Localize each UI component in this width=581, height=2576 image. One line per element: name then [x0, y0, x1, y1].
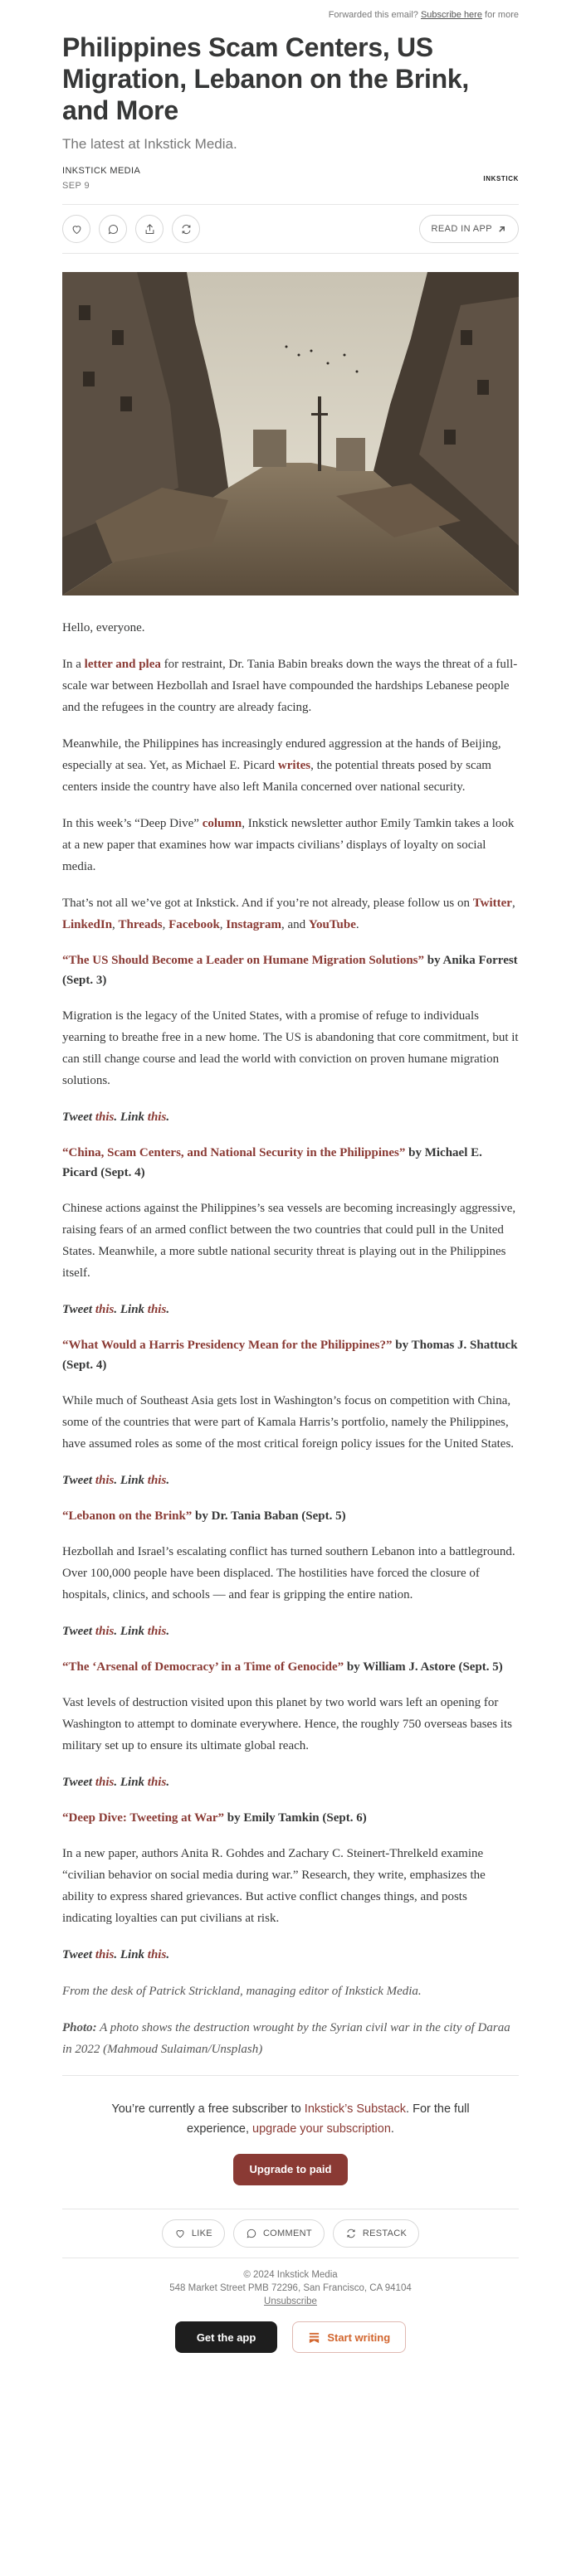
tweet-link-line: Tweet this. Link this. — [62, 1625, 170, 1638]
like-pill-button[interactable] — [162, 2219, 225, 2248]
link-this-link[interactable]: this — [147, 1111, 167, 1124]
paragraph-social: That’s not all we’ve got at Inkstick. And if you’re not already, please follow us on Twitter, LinkedIn, Threads, Facebook, Instagram, and YouTube. — [62, 897, 515, 931]
unsubscribe-link[interactable]: Unsubscribe — [264, 2297, 317, 2306]
bottom-actions-bar — [62, 2209, 519, 2258]
comment-button[interactable] — [99, 215, 127, 243]
read-in-app-label: READ IN APP — [431, 224, 492, 234]
tweet-this-link[interactable]: this — [95, 1111, 115, 1124]
letter-and-plea-link[interactable]: letter and plea — [84, 658, 161, 671]
article-heading: “The US Should Become a Leader on Humane Migration Solutions” by Anika Forrest (Sept. 3) — [62, 954, 518, 987]
article-summary: While much of Southeast Asia gets lost in Washington’s focus on competition with China, some of the countries that were part of Kamala Harris’s portfolio, namely the Philippines, have assumed roles as some of the most critical foreign policy issues for the United States. — [62, 1394, 515, 1451]
tweet-this-link[interactable]: this — [95, 1948, 115, 1961]
tweet-link-line: Tweet this. Link this. — [62, 1111, 170, 1124]
article-heading: “The ‘Arsenal of Democracy’ in a Time of Genocide” by William J. Astore (Sept. 5) — [62, 1660, 503, 1674]
article-heading: “China, Scam Centers, and National Security in the Philippines” by Michael E. Picard (Sept. 4) — [62, 1146, 482, 1179]
substack-logo-icon — [308, 2331, 320, 2344]
article-summary: Chinese actions against the Philippines’s sea vessels are becoming increasingly aggressive, raising fears of an armed conflict between the two countries that could pull in the United States. Meanwhile, a more subtle national security threat is playing out in the Philippines itself. — [62, 1202, 516, 1280]
article-summary: Vast levels of destruction visited upon this planet by two world wars left an opening for Washington to attempt to dominate everywhere. Hence, the roughly 750 overseas bases its military set up to ensure its ultimate global reach. — [62, 1696, 512, 1752]
hero-image[interactable] — [62, 272, 519, 595]
restack-icon — [180, 223, 193, 236]
link-this-link[interactable]: this — [147, 1303, 167, 1316]
post-body — [62, 617, 519, 2060]
footer — [62, 2268, 519, 2308]
photo-credit — [62, 2017, 519, 2060]
tweet-this-link[interactable]: this — [95, 1474, 115, 1487]
destroyed-street-photo — [62, 272, 519, 595]
article-summary: Hezbollah and Israel’s escalating conflict has turned southern Lebanon into a battleground. Over 100,000 people have been displaced. The hostilities have forced the closure of hospitals, clinics, and schools — and fear is gripping the entire nation. — [62, 1545, 515, 1601]
preheader — [62, 0, 519, 23]
link-this-link[interactable]: this — [147, 1474, 167, 1487]
start-writing-button[interactable] — [292, 2321, 406, 2353]
greeting: Hello, everyone. — [62, 621, 145, 634]
article-title-link[interactable]: “The ‘Arsenal of Democracy’ in a Time of Genocide” — [62, 1660, 344, 1674]
youtube-link[interactable]: YouTube — [308, 918, 356, 931]
heart-icon — [71, 223, 83, 236]
article-title-link[interactable]: “The US Should Become a Leader on Humane Migration Solutions” — [62, 954, 425, 967]
article-heading: “Deep Dive: Tweeting at War” by Emily Tamkin (Sept. 6) — [62, 1811, 367, 1825]
tweet-link-line: Tweet this. Link this. — [62, 1303, 170, 1316]
photo-label: Photo: — [62, 2021, 97, 2034]
linkedin-link[interactable]: LinkedIn — [62, 918, 113, 931]
copyright: © 2024 Inkstick Media — [243, 2270, 338, 2280]
writes-link[interactable]: writes — [277, 759, 311, 772]
heart-icon — [174, 2228, 186, 2239]
article-title-link[interactable]: “Lebanon on the Brink” — [62, 1509, 193, 1523]
preheader-text: Forwarded this email? — [328, 10, 418, 20]
restack-label: RESTACK — [362, 2228, 408, 2238]
tweet-link-line: Tweet this. Link this. — [62, 1474, 170, 1487]
footer-cta-row — [62, 2321, 519, 2353]
restack-icon — [345, 2228, 357, 2239]
post-actions-bar — [62, 204, 519, 254]
article-title-link[interactable]: “Deep Dive: Tweeting at War” — [62, 1811, 224, 1825]
subscribe-link[interactable]: Subscribe here — [420, 10, 482, 20]
tweet-this-link[interactable]: this — [95, 1303, 115, 1316]
photo-caption: A photo shows the destruction wrought by the Syrian civil war in the city of Daraa in 2022 (Mahmoud Sulaiman/Unsplash) — [62, 2021, 510, 2056]
like-button[interactable] — [62, 215, 90, 243]
restack-pill-button[interactable] — [333, 2219, 419, 2248]
start-writing-label: Start writing — [327, 2331, 391, 2344]
article-summary: Migration is the legacy of the United States, with a promise of refuge to individuals yearning to breathe free in a new home. The US is abandoning that core commitment, but it can still change course and lead the world with conviction on proven humane migration solutions. — [62, 1009, 519, 1087]
comment-pill-button[interactable] — [233, 2219, 325, 2248]
link-this-link[interactable]: this — [147, 1776, 167, 1789]
facebook-link[interactable]: Facebook — [168, 918, 220, 931]
post-subtitle: The latest at Inkstick Media. — [62, 136, 237, 152]
like-label: LIKE — [191, 2228, 212, 2238]
post-title[interactable]: Philippines Scam Centers, US Migration, Lebanon on the Brink, and More — [62, 32, 469, 125]
tweet-this-link[interactable]: this — [95, 1776, 115, 1789]
publication-name[interactable]: INKSTICK MEDIA — [62, 166, 141, 176]
article-summary: In a new paper, authors Anita R. Gohdes and Zachary C. Steinert-Threlkeld examine “civilian behavior on social media during war.” Research, they write, emphasizes the ability to express shared grievances. But active conflict changes things, and posts indicating loyalties can put civilians at risk. — [62, 1847, 486, 1925]
tweet-link-line: Tweet this. Link this. — [62, 1948, 170, 1961]
paragraph-2: Meanwhile, the Philippines has increasingly endured aggression at the hands of Beijing, especially at sea. Yet, as Michael E. Picard writes, the potential threats posed by scam centers inside the country have also left Manila concerned over national security. — [62, 737, 501, 794]
get-the-app-button[interactable]: Get the app — [175, 2321, 278, 2353]
address: 548 Market Street PMB 72296, San Francisco, CA 94104 — [169, 2283, 412, 2293]
upgrade-to-paid-button[interactable]: Upgrade to paid — [233, 2154, 349, 2185]
article-heading: “Lebanon on the Brink” by Dr. Tania Baban (Sept. 5) — [62, 1509, 346, 1523]
instagram-link[interactable]: Instagram — [226, 918, 281, 931]
restack-button[interactable] — [172, 215, 200, 243]
share-button[interactable] — [135, 215, 164, 243]
comment-icon — [107, 223, 120, 236]
paragraph-1: In a letter and plea for restraint, Dr. Tania Babin breaks down the ways the threat of a full-scale war between Hezbollah and Israel have compounded the hardships Lebanese people and the refugees in the country are already facing. — [62, 658, 518, 714]
subscription-notice: You’re currently a free subscriber to Inkstick’s Substack. For the full experience, upgrade your subscription. — [111, 2102, 470, 2136]
column-link[interactable]: column — [202, 817, 242, 830]
comment-icon — [246, 2228, 257, 2239]
link-this-link[interactable]: this — [147, 1948, 167, 1961]
read-in-app-button[interactable] — [419, 215, 519, 243]
tweet-link-line: Tweet this. Link this. — [62, 1776, 170, 1789]
post-meta — [62, 166, 519, 191]
preheader-suffix: for more — [485, 10, 519, 20]
tweet-this-link[interactable]: this — [95, 1625, 115, 1638]
substack-link[interactable]: Inkstick’s Substack — [304, 2102, 407, 2116]
upgrade-subscription-link[interactable]: upgrade your subscription — [252, 2122, 391, 2136]
comment-label: COMMENT — [262, 2228, 312, 2238]
desk-note: From the desk of Patrick Strickland, managing editor of Inkstick Media. — [62, 1985, 422, 1998]
article-title-link[interactable]: “China, Scam Centers, and National Security in the Philippines” — [62, 1146, 406, 1159]
email-container — [62, 0, 519, 2353]
paragraph-3: In this week’s “Deep Dive” column, Inkstick newsletter author Emily Tamkin takes a look at a new paper that examines how war impacts civilians’ displays of loyalty on social media. — [62, 817, 515, 873]
twitter-link[interactable]: Twitter — [472, 897, 512, 910]
post-date: SEP 9 — [62, 181, 90, 191]
publication-logo[interactable]: INKSTICK — [483, 174, 519, 182]
threads-link[interactable]: Threads — [118, 918, 163, 931]
arrow-up-right-icon — [497, 225, 506, 234]
link-this-link[interactable]: this — [147, 1625, 167, 1638]
article-heading: “What Would a Harris Presidency Mean for the Philippines?” by Thomas J. Shattuck (Sept. 4) — [62, 1339, 518, 1372]
share-icon — [144, 223, 156, 236]
article-title-link[interactable]: “What Would a Harris Presidency Mean for the Philippines?” — [62, 1339, 393, 1352]
